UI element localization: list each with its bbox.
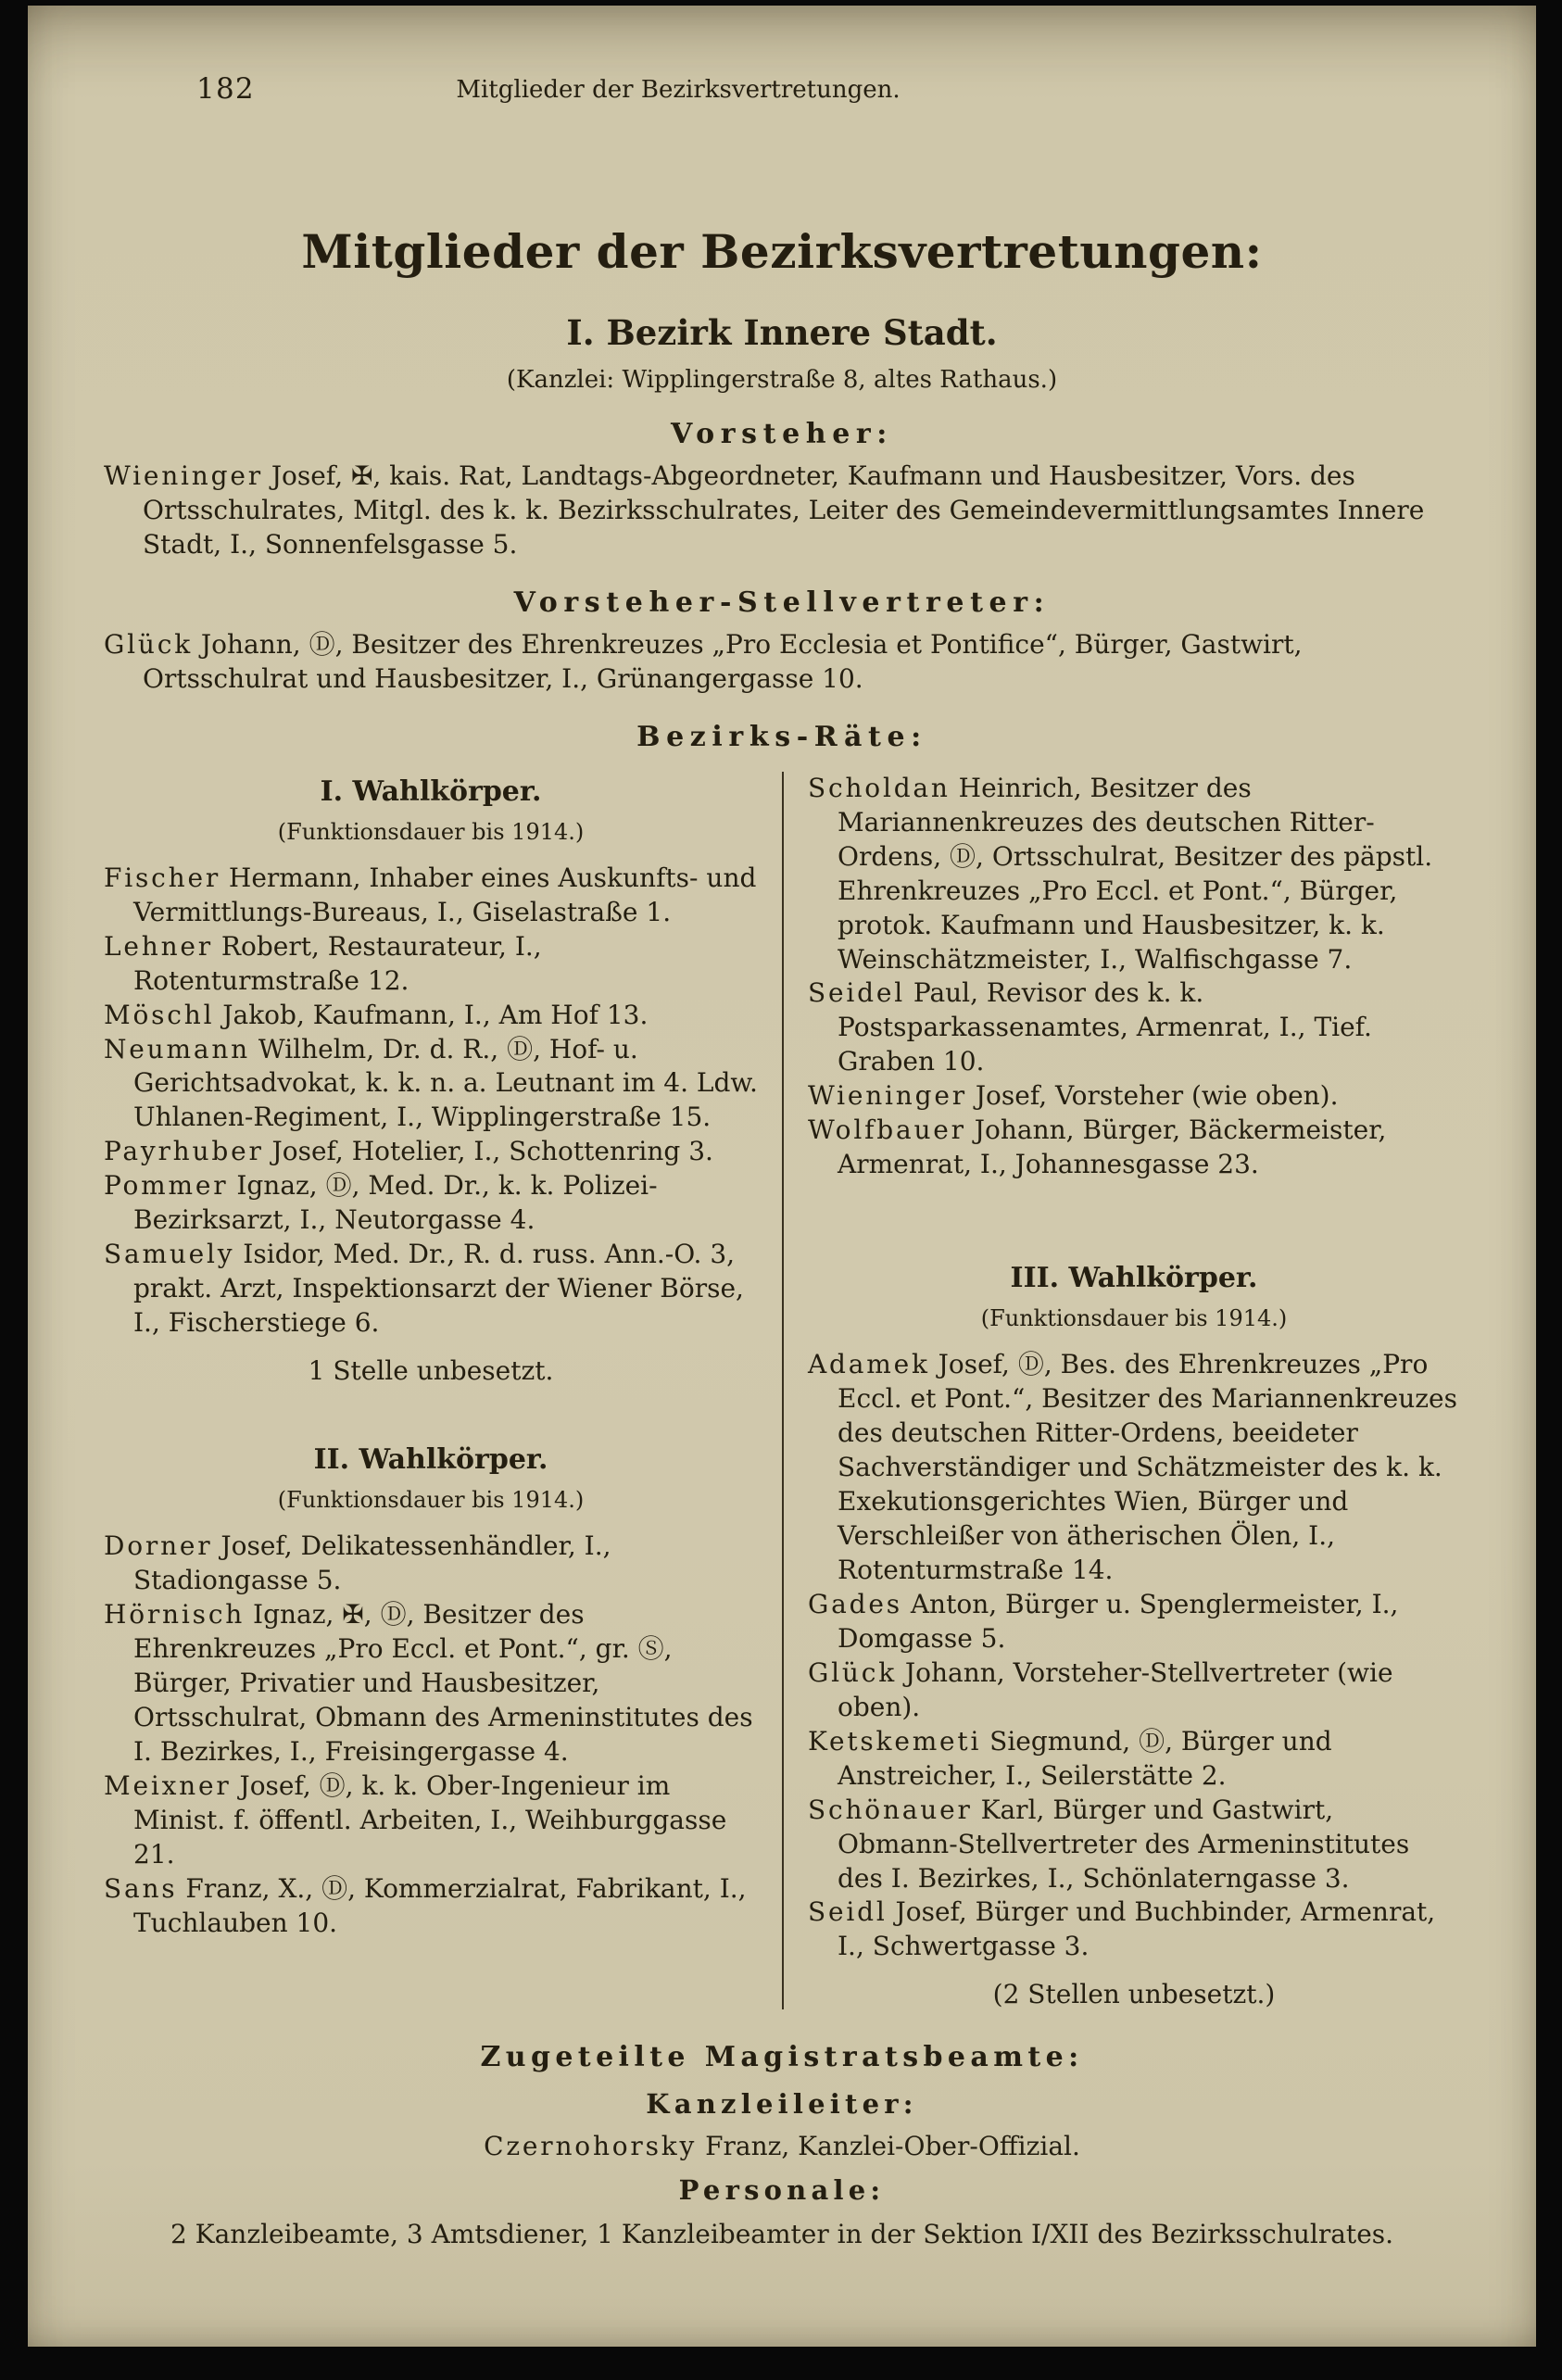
magistratsbeamte-heading: Zugeteilte Magistratsbeamte: [480, 2041, 1084, 2074]
directory-entry [808, 1895, 1460, 1964]
directory-entry [808, 1794, 1460, 1896]
directory-entry [104, 1872, 758, 1941]
person-name: Glück [104, 628, 194, 660]
person-details: Franz, X., Ⓓ, Kommerzialrat, Fabrikant, I., Tuchlauben 10. [133, 1872, 747, 1938]
person-name: Adamek [808, 1349, 930, 1380]
two-column-section [104, 772, 1460, 2010]
person-name: Seidel [808, 977, 905, 1009]
directory-entry [104, 1598, 758, 1769]
person-name: Scholdan [808, 772, 951, 803]
person-name: Meixner [104, 1769, 232, 1801]
person-name: Fischer [104, 862, 221, 893]
person-name: Möschl [104, 999, 215, 1030]
person-details: Johann, Ⓓ, Besitzer des Ehrenkreuzes „Pro Ecclesia et Pontifice“, Bürger, Gastwirt, Ortsschulrat und Hausbesitzer, I., Grünangergasse 10. [143, 628, 1303, 694]
person-name: Wieninger [808, 1080, 967, 1112]
vacancy-note: (2 Stellen unbesetzt.) [992, 1979, 1276, 2010]
person-name: Schönauer [808, 1794, 973, 1825]
directory-entry [104, 1530, 758, 1598]
stellvertreter-heading: Vorsteher-Stellvertreter: [513, 586, 1051, 619]
directory-entry [808, 1114, 1460, 1182]
directory-entry [104, 1769, 758, 1872]
person-name: Ketskemeti [808, 1725, 982, 1757]
district-office-line: (Kanzlei: Wipplingerstraße 8, altes Rathaus.) [506, 366, 1058, 394]
person-name: Gades [808, 1588, 902, 1619]
directory-entry [104, 1238, 758, 1341]
wahlkoerper-3-heading: III. Wahlkörper. [1010, 1262, 1258, 1295]
left-column [104, 772, 782, 2010]
person-details: Hermann, Inhaber eines Auskunfts- und Vermittlungs-Bureaus, I., Giselastraße 1. [133, 862, 757, 927]
directory-entry [104, 1169, 758, 1238]
person-name: Glück [808, 1656, 898, 1688]
person-name: Sans [104, 1872, 178, 1904]
personale-heading: Personale: [678, 2174, 886, 2207]
person-details: Wilhelm, Dr. d. R., Ⓓ, Hof- u. Gerichtsadvokat, k. k. n. a. Leutnant im 4. Ldw. Uhlanen-Regiment, I., Wipplingerstraße 15. [133, 1033, 758, 1133]
person-details: Johann, Bürger, Bäckermeister, Armenrat, I., Johannesgasse 23. [838, 1114, 1387, 1180]
page-number: 182 [196, 72, 255, 106]
directory-entry [808, 1588, 1460, 1656]
directory-entry [808, 1656, 1460, 1725]
person-details: Ignaz, Ⓓ, Med. Dr., k. k. Polizei-Bezirksarzt, I., Neutorgasse 4. [133, 1170, 658, 1236]
wahlkoerper-2-subheading: (Funktionsdauer bis 1914.) [277, 1487, 585, 1514]
person-name: Pommer [104, 1170, 229, 1202]
directory-entry [104, 1135, 758, 1169]
directory-entry [104, 862, 758, 930]
wahlkoerper-1-heading: I. Wahlkörper. [320, 774, 542, 808]
directory-entry [104, 460, 1460, 562]
person-details: Jakob, Kaufmann, I., Am Hof 13. [214, 999, 649, 1030]
person-details: Ignaz, ✠, Ⓓ, Besitzer des Ehrenkreuzes „Pro Eccl. et Pont.“, gr. Ⓢ, Bürger, Privatier und Hausbesitzer, Ortsschulrat, Obmann des Armeninstitutes des I. Bezirkes, I., Freisingergasse 4. [133, 1599, 753, 1767]
person-details: Heinrich, Besitzer des Mariannenkreuzes des deutschen Ritter-Ordens, Ⓓ, Ortsschulrat, Besitzer des päpstl. Ehrenkreuzes „Pro Eccl. et Pont.“, Bürger, protok. Kaufmann und Hausbesitzer, k. k. Weinschätzmeister, I., Walfischgasse 7. [838, 772, 1433, 975]
footer-section [104, 2041, 1460, 2252]
person-details: Josef, Delikatessenhändler, I., Stadiongasse 5. [133, 1530, 611, 1596]
person-name: Wolfbauer [808, 1114, 966, 1146]
district-heading: I. Bezirk Innere Stadt. [566, 312, 998, 353]
person-details: Josef, Hotelier, I., Schottenring 3. [263, 1136, 713, 1167]
directory-entry [808, 1348, 1460, 1588]
person-details: Josef, Bürger und Buchbinder, Armenrat, I., Schwertgasse 3. [838, 1896, 1436, 1962]
directory-entry [808, 1079, 1460, 1114]
directory-entry [104, 930, 758, 999]
vorsteher-heading: Vorsteher: [671, 418, 893, 450]
person-details: Anton, Bürger u. Spenglermeister, I., Domgasse 5. [838, 1588, 1399, 1654]
directory-entry [808, 772, 1460, 977]
person-name: Payrhuber [104, 1136, 264, 1167]
person-name: Samuely [104, 1239, 235, 1270]
person-name: Hörnisch [104, 1599, 246, 1631]
person-details: Josef, Ⓓ, k. k. Ober-Ingenieur im Minist. f. öffentl. Arbeiten, I., Weihburggasse 21. [133, 1769, 727, 1870]
right-column [782, 772, 1460, 2010]
person-details: Josef, Vorsteher (wie oben). [966, 1080, 1339, 1112]
kanzleileiter-heading: Kanzleileiter: [646, 2088, 918, 2121]
directory-entry [808, 976, 1460, 1079]
person-details: Paul, Revisor des k. k. Postsparkassenamtes, Armenrat, I., Tief. Graben 10. [838, 977, 1372, 1077]
wahlkoerper-3-subheading: (Funktionsdauer bis 1914.) [980, 1305, 1288, 1332]
wahlkoerper-2-heading: II. Wahlkörper. [313, 1443, 548, 1477]
running-head [104, 6, 1460, 115]
page-title: Mitglieder der Bezirksvertretungen: [301, 224, 1263, 279]
person-details: Siegmund, Ⓓ, Bürger und Anstreicher, I., Seilerstätte 2. [838, 1725, 1332, 1791]
person-details: Josef, Ⓓ, Bes. des Ehrenkreuzes „Pro Eccl. et Pont.“, Besitzer des Mariannenkreuzes des deutschen Ritter-Ordens, beeideter Sachverständiger und Schätzmeister des k. k. Exekutionsgerichtes Wien, Bürger und Verschleißer von ätherischen Ölen, I., Rotenturmstraße 14. [838, 1349, 1457, 1585]
person-details: Josef, ✠, kais. Rat, Landtags-Abgeordneter, Kaufmann und Hausbesitzer, Vors. des Ortsschulrates, Mitgl. des k. k. Bezirksschulrates, Leiter des Gemeindevermittlungsamtes Innere Stadt, I., Sonnenfelsgasse 5. [143, 460, 1425, 560]
scanned-book-page [28, 6, 1536, 2347]
vacancy-note: 1 Stelle unbesetzt. [308, 1355, 554, 1387]
person-name: Neumann [104, 1033, 251, 1064]
directory-entry [104, 2131, 1460, 2161]
directory-entry [104, 999, 758, 1033]
directory-entry [808, 1725, 1460, 1794]
person-name: Wieninger [104, 460, 263, 491]
person-details: Isidor, Med. Dr., R. d. russ. Ann.-O. 3, prakt. Arzt, Inspektionsarzt der Wiener Börse, I., Fischerstiege 6. [133, 1239, 744, 1339]
bezirksraete-heading: Bezirks-Räte: [636, 720, 927, 753]
directory-entry [104, 628, 1460, 697]
directory-entry [104, 1033, 758, 1136]
running-header-title: Mitglieder der Bezirksvertretungen. [456, 76, 901, 104]
wahlkoerper-1-subheading: (Funktionsdauer bis 1914.) [277, 818, 585, 845]
person-name: Lehner [104, 930, 213, 962]
person-name: Dorner [104, 1530, 213, 1562]
person-details: Karl, Bürger und Gastwirt, Obmann-Stellvertreter des Armeninstitutes des I. Bezirkes, I., Schönlaterngasse 3. [838, 1794, 1410, 1894]
personale-text: 2 Kanzleibeamte, 3 Amtsdiener, 1 Kanzleibeamter in der Sektion I/XII des Bezirksschulrates. [170, 2219, 1394, 2250]
person-details: Robert, Restaurateur, I., Rotenturmstraße 12. [133, 930, 542, 996]
person-name: Seidl [808, 1896, 888, 1928]
person-details: Johann, Vorsteher-Stellvertreter (wie oben). [838, 1656, 1393, 1722]
person-name: Czernohorsky [484, 2131, 698, 2162]
person-details: Franz, Kanzlei-Ober-Offizial. [697, 2131, 1080, 2162]
